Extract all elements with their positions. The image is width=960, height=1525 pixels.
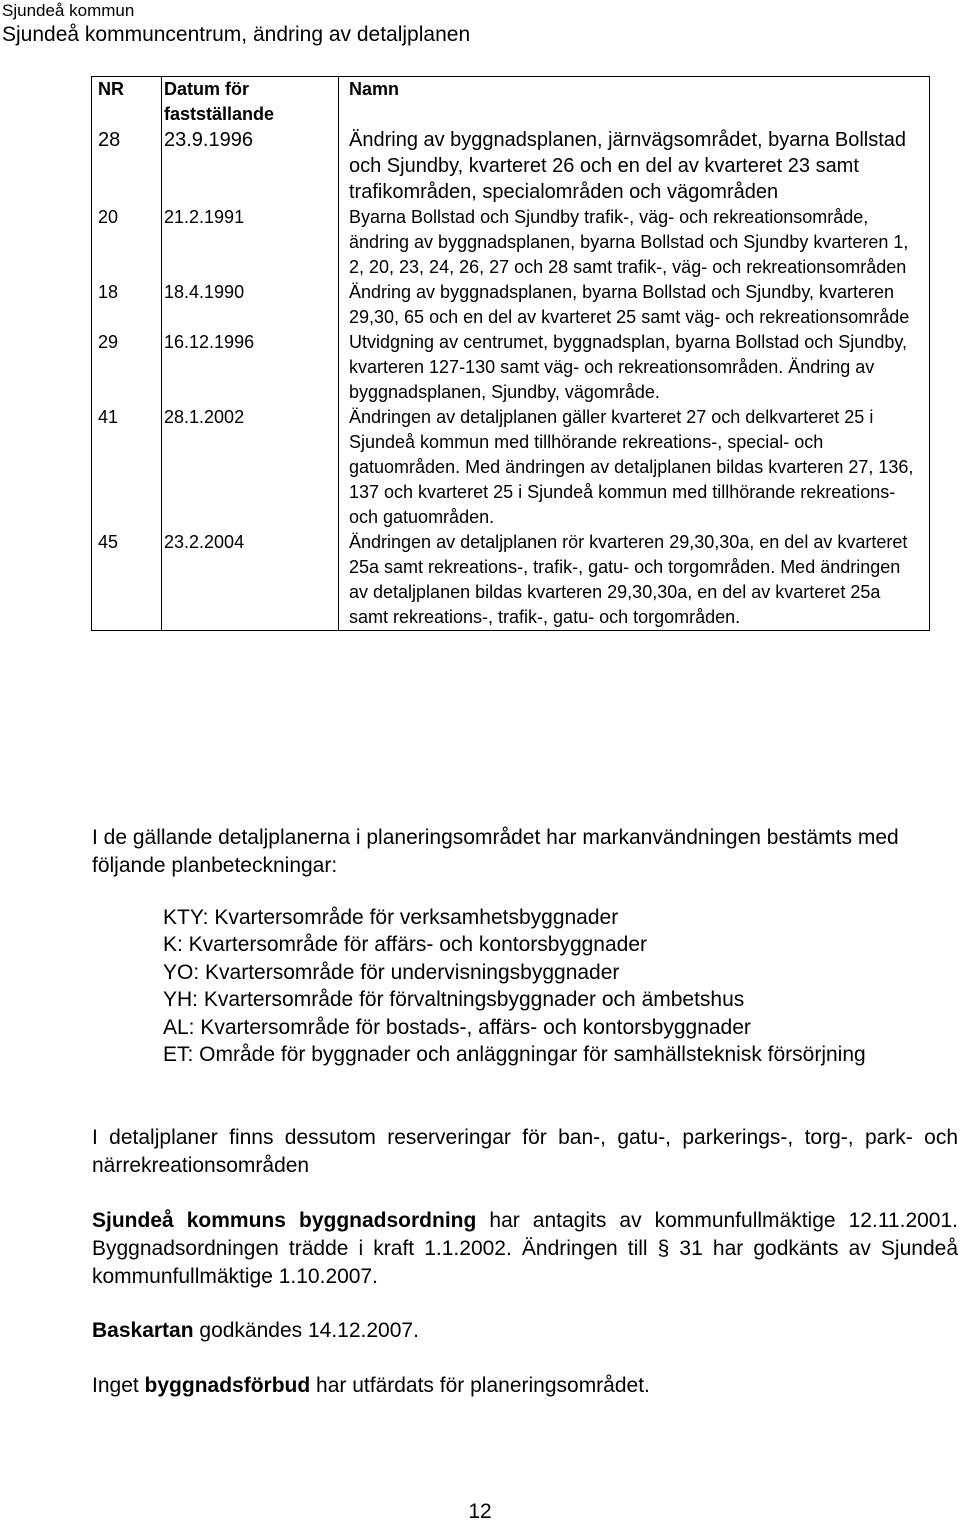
list-item: YH: Kvartersområde för förvaltningsbyggnader och ämbetshus	[163, 988, 745, 1012]
building-order-title: Sjundeå kommuns byggnadsordning	[92, 1209, 477, 1232]
row-name: Ändringen av detaljplanen rör kvarteren 29,30,30a, en del av kvarteret 25a samt rekreations-, trafik-, gatu- och torgområden. Med ändringen av detaljplanen bildas kvarteren 29,30,30a, en del av kvarteret 25a samt rekreations-, trafik-, gatu- och torgområden.	[339, 530, 930, 631]
header-nr: NR	[92, 77, 162, 128]
base-map-paragraph	[92, 1317, 958, 1345]
list-item: K: Kvartersområde för affärs- och kontorsbyggnader	[163, 933, 648, 957]
plan-codes-list	[163, 904, 958, 1068]
list-item: ET: Område för byggnader och anläggningar för samhällsteknisk försörjning	[163, 1043, 866, 1067]
building-ban-prefix: Inget	[92, 1374, 145, 1397]
building-ban-term: byggnadsförbud	[144, 1374, 311, 1397]
reservations-paragraph: I detaljplaner finns dessutom reserveringar för ban-, gatu-, parkerings-, torg-, park- och närrekreationsområden	[92, 1126, 958, 1177]
building-ban-suffix: har utfärdats för planeringsområdet.	[310, 1374, 650, 1397]
header-name: Namn	[339, 77, 930, 128]
row-name: Byarna Bollstad och Sjundby trafik-, väg- och rekreationsområde, ändring av byggnadsplanen, byarna Bollstad och Sjundby kvarteren 1, 2, 20, 23, 24, 26, 27 och 28 samt trafik-, väg- och rekreationsområden	[339, 205, 930, 280]
row-date: 18.4.1990	[162, 280, 339, 330]
row-nr: 28	[92, 127, 162, 205]
building-order-text: har antagits av kommunfullmäktige 12.11.2001. Byggnadsordningen trädde i kraft 1.1.2002. Ändringen till § 31 har godkänts av Sjundeå kommunfullmäktige 1.10.2007.	[92, 1209, 958, 1288]
document-title: Sjundeå kommuncentrum, ändring av detaljplanen	[2, 23, 471, 46]
table-row	[92, 127, 930, 205]
row-name: Ändring av byggnadsplanen, byarna Bollstad och Sjundby, kvarteren 29,30, 65 och en del av kvarteret 25 samt väg- och rekreationsområde	[339, 280, 930, 330]
list-item: AL: Kvartersområde för bostads-, affärs- och kontorsbyggnader	[163, 1015, 751, 1039]
table-row	[92, 280, 930, 330]
table-row	[92, 405, 930, 530]
base-map-text: godkändes 14.12.2007.	[193, 1319, 419, 1342]
row-nr: 41	[92, 405, 162, 530]
list-item: YO: Kvartersområde för undervisningsbyggnader	[163, 960, 620, 984]
row-nr: 20	[92, 205, 162, 280]
page-number: 12	[468, 1500, 492, 1523]
list-item: KTY: Kvartersområde för verksamhetsbyggnader	[163, 906, 619, 929]
row-date: 23.9.1996	[162, 127, 339, 205]
table-row	[92, 530, 930, 631]
row-name: Ändringen av detaljplanen gäller kvarteret 27 och delkvarteret 25 i Sjundeå kommun med tillhörande rekreations-, special- och gatuområden. Med ändringen av detaljplanen bildas kvarteren 27, 136, 137 och kvarteret 25 i Sjundeå kommun med tillhörande rekreations- och gatuområden.	[339, 405, 930, 530]
table-row	[92, 205, 930, 280]
row-nr: 29	[92, 330, 162, 405]
row-date: 16.12.1996	[162, 330, 339, 405]
row-name: Ändring av byggnadsplanen, järnvägsområdet, byarna Bollstad och Sjundby, kvarteret 26 och en del av kvarteret 23 samt trafikområden, specialområden och vägområden	[339, 127, 930, 205]
row-date: 28.1.2002	[162, 405, 339, 530]
land-use-intro: I de gällande detaljplanerna i planeringsområdet har markanvändningen bestämts med följande planbeteckningar:	[92, 826, 899, 877]
row-name: Utvidgning av centrumet, byggnadsplan, byarna Bollstad och Sjundby, kvarteren 127-130 samt väg- och rekreationsområden. Ändring av byggnadsplanen, Sjundby, vägområde.	[339, 330, 930, 405]
plan-table	[91, 76, 930, 631]
row-nr: 45	[92, 530, 162, 631]
municipality-header: Sjundeå kommun	[2, 1, 135, 20]
building-ban-paragraph	[92, 1372, 958, 1400]
base-map-title: Baskartan	[92, 1319, 194, 1342]
row-nr: 18	[92, 280, 162, 330]
header-date: Datum för fastställande	[162, 77, 339, 128]
row-date: 21.2.1991	[162, 205, 339, 280]
table-row	[92, 330, 930, 405]
building-order-paragraph	[92, 1207, 958, 1291]
table-header-row	[92, 77, 930, 128]
row-date: 23.2.2004	[162, 530, 339, 631]
